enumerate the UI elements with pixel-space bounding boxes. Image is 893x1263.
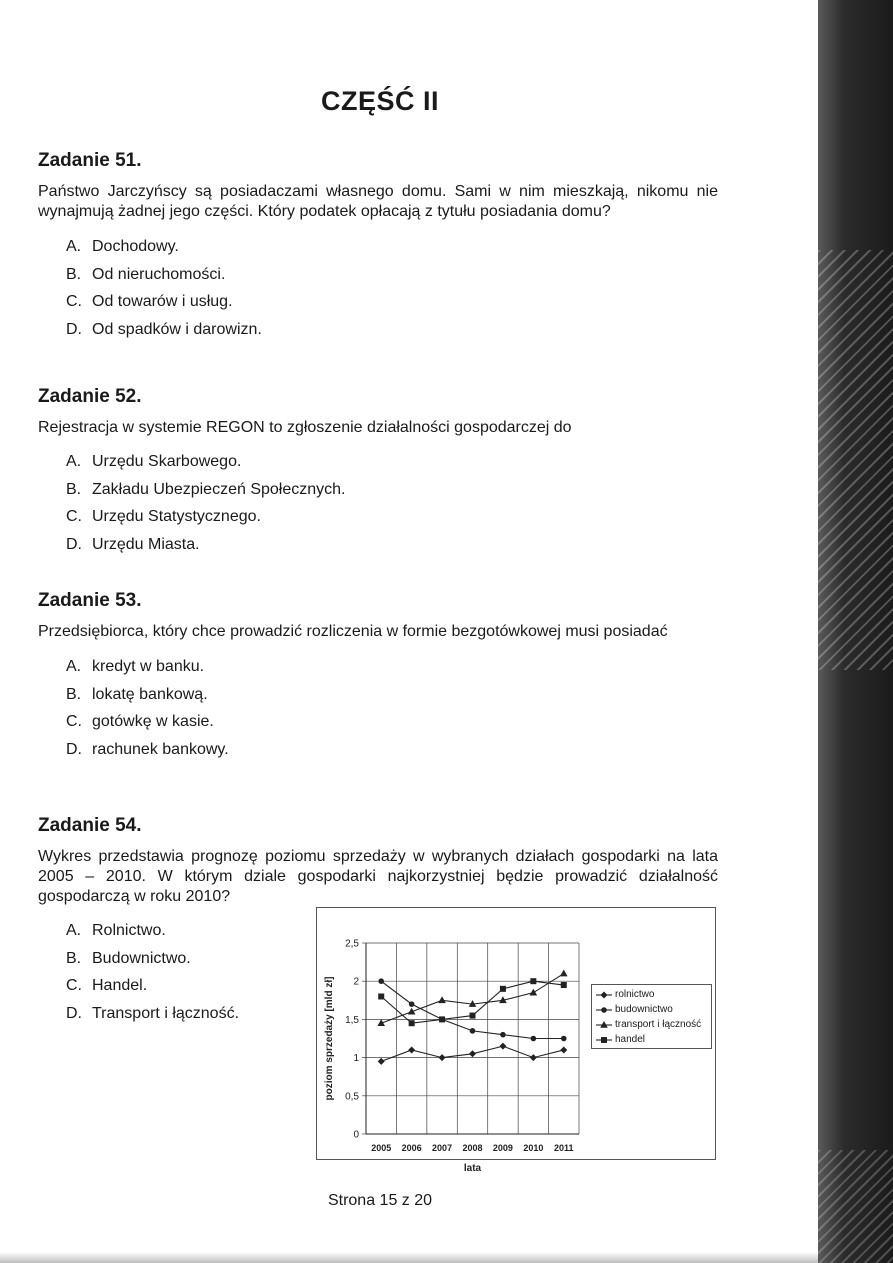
legend-label: handel bbox=[615, 1034, 646, 1045]
data-point-rolnictwo bbox=[499, 1043, 506, 1050]
option-text: rachunek bankowy. bbox=[92, 740, 229, 758]
option-text: lokatę bankową. bbox=[92, 685, 208, 703]
page-title: CZĘŚĆ II bbox=[320, 86, 439, 116]
y-tick-label: 1,5 bbox=[345, 1014, 359, 1026]
option-letter: D. bbox=[66, 1004, 82, 1022]
option-text: Od towarów i usług. bbox=[92, 293, 233, 310]
data-point-budownictwo bbox=[378, 978, 384, 984]
legend-label: budownictwo bbox=[615, 1004, 673, 1015]
data-point-handel bbox=[378, 993, 384, 999]
chart-legend bbox=[591, 984, 712, 1049]
x-axis-label: lata bbox=[463, 1163, 482, 1174]
option-text: Od nieruchomości. bbox=[92, 265, 226, 283]
answer-option-c[interactable] bbox=[38, 708, 718, 736]
option-letter: D. bbox=[66, 535, 82, 553]
option-text: Rolnictwo. bbox=[92, 922, 166, 939]
option-text: Urzędu Skarbowego. bbox=[92, 453, 242, 470]
task-stem: Wykres przedstawia prognozę poziomu sprzedaży w wybranych działach gospodarki na lata 2005 – 2010. W którym dziale gospodarki najkorzystniej będzie prowadzić działalność gospodarczą w roku 2010? bbox=[38, 848, 718, 905]
option-letter: C. bbox=[66, 293, 82, 310]
data-point-transport-i-czno- bbox=[560, 970, 568, 977]
option-letter: B. bbox=[66, 265, 82, 283]
y-tick-label: 0 bbox=[353, 1129, 359, 1141]
option-letter: C. bbox=[66, 977, 82, 994]
data-point-budownictwo bbox=[531, 1036, 537, 1042]
scan-bottom-edge bbox=[0, 1252, 818, 1263]
option-text: Urzędu Miasta. bbox=[92, 535, 200, 553]
task-53 bbox=[38, 590, 718, 763]
data-point-rolnictwo bbox=[378, 1058, 385, 1065]
y-tick-label: 1 bbox=[353, 1053, 359, 1065]
option-letter: A. bbox=[66, 658, 82, 675]
option-text: Dochodowy. bbox=[92, 238, 179, 255]
answer-options bbox=[38, 448, 718, 558]
legend-marker bbox=[601, 1007, 607, 1013]
option-letter: C. bbox=[66, 713, 82, 730]
data-point-handel bbox=[470, 1013, 476, 1019]
answer-option-a[interactable] bbox=[38, 448, 718, 476]
sales-forecast-chart bbox=[316, 907, 716, 1174]
data-point-handel bbox=[561, 982, 567, 988]
scan-edge-pattern-bottom bbox=[818, 1150, 893, 1263]
data-point-budownictwo bbox=[470, 1028, 476, 1034]
legend-label: rolnictwo bbox=[615, 989, 655, 1000]
option-text: Od spadków i darowizn. bbox=[92, 320, 262, 338]
legend-entry bbox=[595, 1002, 708, 1017]
x-tick-label: 2008 bbox=[462, 1143, 483, 1153]
data-point-rolnictwo bbox=[530, 1054, 537, 1061]
task-heading: Zadanie 52. bbox=[38, 386, 142, 407]
y-tick-label: 0,5 bbox=[345, 1091, 359, 1103]
data-point-handel bbox=[500, 986, 506, 992]
scan-edge-pattern bbox=[818, 250, 893, 670]
x-tick-label: 2010 bbox=[523, 1143, 544, 1153]
option-letter: B. bbox=[66, 949, 82, 967]
legend-entry bbox=[595, 1017, 708, 1032]
answer-option-b[interactable] bbox=[38, 261, 718, 289]
x-tick-label: 2007 bbox=[432, 1143, 453, 1153]
legend-entry bbox=[595, 1032, 708, 1047]
answer-option-d[interactable] bbox=[38, 736, 718, 764]
answer-options bbox=[38, 233, 718, 343]
option-letter: D. bbox=[66, 320, 82, 338]
data-point-rolnictwo bbox=[408, 1046, 415, 1053]
y-tick-label: 2,5 bbox=[345, 938, 359, 950]
data-point-budownictwo bbox=[561, 1036, 567, 1042]
legend-label: transport i łączność bbox=[615, 1019, 702, 1030]
data-point-rolnictwo bbox=[469, 1050, 476, 1057]
legend-swatch bbox=[595, 1035, 613, 1045]
data-point-rolnictwo bbox=[439, 1054, 446, 1061]
option-letter: B. bbox=[66, 685, 82, 703]
data-point-budownictwo bbox=[500, 1032, 506, 1038]
answer-option-d[interactable] bbox=[38, 531, 718, 559]
y-axis-label: poziom sprzedaży [mld zł] bbox=[324, 976, 335, 1101]
option-text: kredyt w banku. bbox=[92, 658, 205, 675]
option-letter: D. bbox=[66, 740, 82, 758]
data-point-budownictwo bbox=[409, 1001, 415, 1007]
data-point-rolnictwo bbox=[560, 1046, 567, 1053]
option-letter: B. bbox=[66, 480, 82, 498]
legend-swatch bbox=[595, 1005, 613, 1015]
answer-option-b[interactable] bbox=[38, 476, 718, 504]
task-stem: Państwo Jarczyńscy są posiadaczami własnego domu. Sami w nim mieszkają, nikomu nie wynajmują żadnej jego części. Który podatek opłacają z tytułu posiadania domu? bbox=[38, 183, 718, 220]
task-heading: Zadanie 54. bbox=[38, 815, 142, 836]
answer-option-a[interactable] bbox=[38, 653, 718, 681]
data-point-transport-i-czno- bbox=[530, 989, 538, 996]
answer-option-c[interactable] bbox=[38, 288, 718, 316]
answer-option-d[interactable] bbox=[38, 316, 718, 344]
task-51 bbox=[38, 150, 718, 343]
y-tick-label: 2 bbox=[353, 976, 359, 988]
option-letter: C. bbox=[66, 508, 82, 525]
legend-marker bbox=[601, 991, 608, 998]
x-tick-label: 2005 bbox=[371, 1143, 392, 1153]
task-stem: Przedsiębiorca, który chce prowadzić rozliczenia w formie bezgotówkowej musi posiadać bbox=[38, 623, 668, 640]
data-point-handel bbox=[409, 1020, 415, 1026]
x-tick-label: 2006 bbox=[401, 1143, 422, 1153]
x-tick-label: 2011 bbox=[554, 1143, 574, 1153]
data-point-handel bbox=[530, 978, 536, 984]
x-tick-label: 2009 bbox=[492, 1143, 513, 1153]
page-number: Strona 15 z 20 bbox=[327, 1192, 433, 1209]
option-text: gotówkę w kasie. bbox=[92, 713, 214, 730]
answer-options bbox=[38, 653, 718, 763]
option-text: Budownictwo. bbox=[92, 949, 191, 967]
task-stem: Rejestracja w systemie REGON to zgłoszenie działalności gospodarczej do bbox=[38, 419, 572, 436]
data-point-handel bbox=[439, 1016, 445, 1022]
option-letter: A. bbox=[66, 922, 82, 939]
task-heading: Zadanie 51. bbox=[38, 150, 142, 171]
option-text: Transport i łączność. bbox=[92, 1004, 240, 1022]
answer-option-a[interactable] bbox=[38, 233, 718, 261]
legend-marker bbox=[601, 1037, 607, 1043]
option-text: Zakładu Ubezpieczeń Społecznych. bbox=[92, 480, 346, 498]
task-heading: Zadanie 53. bbox=[38, 590, 142, 611]
legend-entry bbox=[595, 987, 708, 1002]
option-letter: A. bbox=[66, 453, 82, 470]
answer-option-c[interactable] bbox=[38, 503, 718, 531]
data-point-transport-i-czno- bbox=[438, 996, 446, 1003]
option-letter: A. bbox=[66, 238, 82, 255]
option-text: Handel. bbox=[92, 977, 148, 994]
option-text: Urzędu Statystycznego. bbox=[92, 508, 261, 525]
task-52 bbox=[38, 386, 718, 558]
answer-option-b[interactable] bbox=[38, 681, 718, 709]
legend-marker bbox=[600, 1021, 608, 1028]
legend-swatch bbox=[595, 1020, 613, 1030]
legend-swatch bbox=[595, 990, 613, 1000]
